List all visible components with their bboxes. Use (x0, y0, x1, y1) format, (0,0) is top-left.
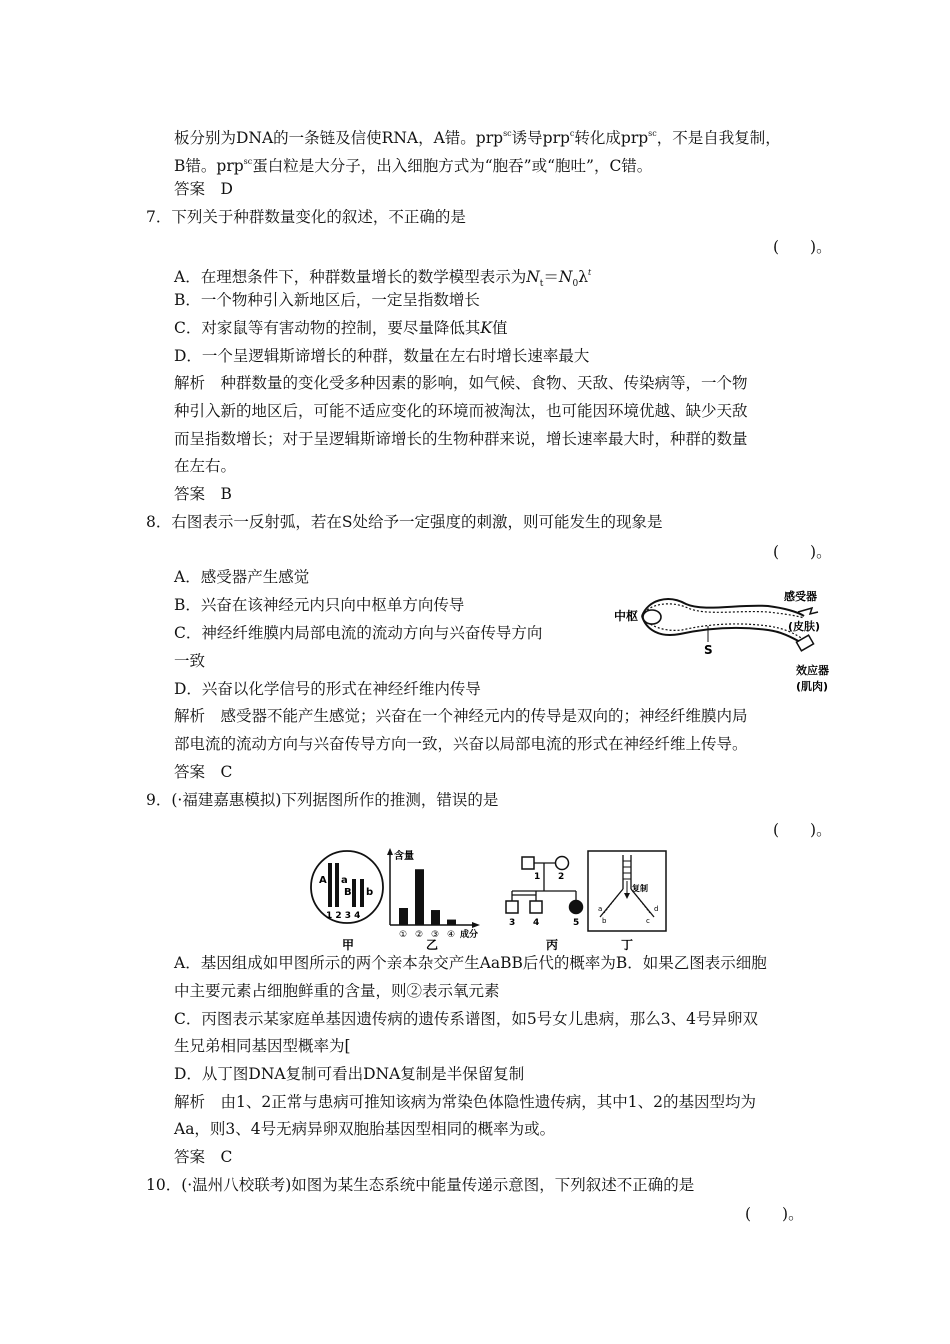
afferent-fiber-inner (642, 604, 804, 618)
q7-answer: 答案 B (174, 485, 232, 503)
q7-k: K (480, 319, 492, 337)
pedigree-father-icon (522, 857, 534, 869)
figure-jia (311, 851, 383, 952)
q6-sup: c (569, 129, 575, 138)
receptor-ending-icon (798, 608, 818, 614)
chromosome-4 (360, 879, 364, 907)
q7-n0-sub: 0 (572, 279, 579, 290)
reflex-center-label: 中枢 (614, 609, 639, 623)
yi-tick-label: ④ (447, 930, 456, 940)
q9-analysis-1: 解析 由1、2正常与患病可推知该病为常染色体隐性遗传病，其中1、2的基因型均为 (174, 1093, 756, 1111)
q7-analysis-1: 解析 种群数量的变化受多种因素的影响，如气候、食物、天敌、传染病等，一个物 (174, 374, 748, 392)
q7-n0: N (558, 268, 573, 286)
figure-bing-caption: 丙 (546, 938, 559, 952)
q6-sup: sc (243, 157, 253, 166)
figure-yi (387, 848, 480, 952)
allele-A-label: A (319, 875, 327, 886)
q8-option-a: A．感受器产生感觉 (174, 568, 310, 586)
q8-analysis-2: 部电流的流动方向与兴奋传导方向一致，兴奋以局部电流的形式在神经纤维上传导。 (174, 735, 748, 753)
figure-jia-caption: 甲 (342, 938, 355, 952)
yi-x-axis-label: 成分 (460, 930, 479, 940)
q6-text: 板分别为DNA的一条链及信使RNA，A错。prp (174, 129, 504, 147)
chromosome-2 (335, 863, 339, 907)
figure-ding-caption: 丁 (621, 938, 634, 952)
strand-label-c: c (646, 917, 650, 925)
q6-analysis-line-2 (174, 152, 652, 176)
q10-stem: 10．(·温州八校联考)如图为某生态系统中能量传递示意图，下列叙述不正确的是 (146, 1176, 695, 1194)
reflex-arc-figure (608, 586, 838, 702)
q9-option-c-1: C．丙图表示某家庭单基因遗传病的遗传系谱图，如5号女儿患病，那么3、4号异卵双 (174, 1010, 758, 1028)
allele-a-label: a (341, 875, 348, 886)
pedigree-label-4: 4 (533, 918, 540, 928)
yi-y-axis-label: 含量 (394, 851, 414, 862)
q8-answer-paren: ( )。 (773, 543, 832, 561)
q8-option-d: D．兴奋以化学信号的形式在神经纤维内传导 (174, 680, 481, 698)
pedigree-label-2: 2 (558, 872, 565, 882)
figure-bing (506, 857, 583, 953)
q9-answer: 答案 C (174, 1148, 233, 1166)
pedigree-label-5: 5 (573, 918, 580, 928)
q7-analysis-3: 而呈指数增长；对于呈逻辑斯谛增长的生物种群来说，增长速率最大时，种群的数量 (174, 430, 748, 448)
q6-text: 诱导prp (511, 129, 570, 147)
pedigree-son-3-icon (506, 901, 518, 913)
q9-option-c-2: 生兄弟相同基因型概率为[ (174, 1037, 351, 1055)
q7-option-d: D．一个呈逻辑斯谛增长的种群，数量在左右时增长速率最大 (174, 347, 590, 365)
figure-ding (588, 851, 666, 952)
yi-y-arrow-icon (387, 848, 393, 855)
neuron-body-icon (643, 610, 661, 624)
chromosome-numbers: 1 2 3 4 (326, 911, 361, 921)
q7-eq: ＝ (543, 268, 559, 286)
figure-yi-caption: 乙 (426, 938, 439, 952)
effector-ending-icon (796, 635, 813, 651)
q9-analysis-2: Aa，则3、4号无病异卵双胞胎基因型相同的概率为或。 (174, 1120, 556, 1138)
q9-stem: 9．(·福建嘉惠模拟)下列据图所作的推测，错误的是 (146, 791, 499, 809)
q8-option-b: B．兴奋在该神经元内只向中枢单方向传导 (174, 596, 465, 614)
q7-stem: 7．下列关于种群数量变化的叙述，不正确的是 (146, 208, 466, 226)
strand-label-b: b (602, 917, 607, 925)
yi-x-arrow-icon (472, 922, 480, 928)
pedigree-son-4-icon (530, 901, 542, 913)
yi-bar (415, 869, 424, 925)
q7-answer-paren: ( )。 (773, 238, 832, 256)
q6-text: 转化成prp (574, 129, 649, 147)
q6-text: 蛋白粒是大分子，出入细胞方式为“胞吞”或“胞吐”，C错。 (252, 157, 653, 175)
yi-tick-label: ③ (431, 930, 440, 940)
effector-sub-label: (肌肉) (796, 680, 829, 693)
q9-answer-paren: ( )。 (773, 821, 832, 839)
afferent-fiber-top (642, 599, 804, 616)
receptor-label: 感受器 (784, 590, 817, 603)
q7-analysis-2: 种引入新的地区后，可能不适应变化的环境而被淘汰，也可能因环境优越、缺少天敌 (174, 402, 748, 420)
pedigree-affected-daughter-icon (570, 901, 583, 914)
q6-sup: sc (648, 129, 657, 138)
q7-option-c-tail: 值 (491, 319, 508, 337)
q10-answer-paren: ( )。 (745, 1205, 804, 1223)
pedigree-mother-icon (556, 857, 569, 870)
yi-bar (431, 910, 440, 925)
q9-figure (300, 845, 700, 953)
q7-nt-sub: t (539, 279, 544, 290)
q8-option-c-2: 一致 (174, 652, 206, 670)
yi-bars (399, 869, 456, 925)
q8-answer: 答案 C (174, 763, 233, 781)
q7-nt: N (526, 268, 540, 286)
q9-option-d: D．从丁图DNA复制可看出DNA复制是半保留复制 (174, 1065, 525, 1083)
chromosome-3 (352, 879, 356, 907)
allele-b-label: b (366, 887, 374, 898)
q7-analysis-4: 在左右。 (174, 457, 237, 475)
replication-label: 复制 (632, 884, 648, 893)
pedigree-label-1: 1 (534, 872, 541, 882)
q6-sup: sc (503, 129, 512, 138)
q7-option-a-text: A．在理想条件下，种群数量增长的数学模型表示为 (174, 268, 527, 286)
pedigree-label-3: 3 (509, 918, 516, 928)
q7-option-c-text: C．对家鼠等有害动物的控制，要尽量降低其 (174, 319, 481, 337)
receptor-sub-label: (皮肤) (788, 620, 821, 633)
q8-analysis-1: 解析 感受器不能产生感觉；兴奋在一个神经元内的传导是双向的；神经纤维膜内局 (174, 707, 748, 725)
chromosome-1 (328, 863, 332, 907)
q6-text: ，不是自我复制， (656, 129, 781, 147)
q9-option-a-1: A．基因组成如甲图所示的两个亲本杂交产生AaBB后代的概率为B．如果乙图表示细胞 (174, 954, 767, 972)
q8-stem: 8．右图表示一反射弧，若在S处给予一定强度的刺激，则可能发生的现象是 (146, 513, 663, 531)
q7-option-b: B．一个物种引入新地区后，一定呈指数增长 (174, 291, 480, 309)
q6-analysis-line-1 (174, 124, 781, 148)
q9-option-a-2: 中主要元素占细胞鲜重的含量，则②表示氧元素 (174, 982, 500, 1000)
yi-bar (399, 908, 408, 925)
q7-lambda: λ (578, 268, 589, 286)
q6-text: B错。prp (174, 157, 244, 175)
effector-label: 效应器 (796, 664, 829, 677)
q7-option-c (174, 318, 507, 338)
q6-answer: 答案 D (174, 180, 233, 198)
allele-B-label: B (344, 887, 352, 898)
strand-label-d: d (654, 905, 659, 913)
yi-tick-label: ① (399, 930, 408, 940)
stimulus-point-label: S (704, 643, 713, 657)
q8-option-c-1: C．神经纤维膜内局部电流的流动方向与兴奋传导方向 (174, 624, 543, 642)
q7-t: t (588, 268, 592, 277)
yi-bar (447, 920, 456, 925)
strand-label-a: a (598, 905, 603, 913)
yi-tick-label: ② (415, 930, 424, 940)
